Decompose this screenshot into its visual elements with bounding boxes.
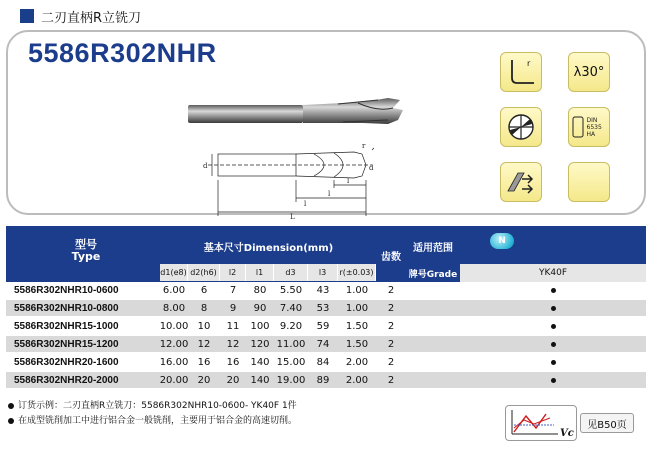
blank-icon — [568, 162, 610, 202]
cell-l3: 84 — [316, 357, 330, 368]
bullet-icon — [8, 403, 14, 409]
cell-teeth: 2 — [387, 339, 395, 350]
cell-d2: 20 — [197, 375, 211, 386]
material-n-badge: N — [490, 233, 514, 249]
cell-l2: 9 — [229, 303, 237, 314]
cell-d2: 6 — [200, 285, 208, 296]
table-row — [6, 282, 646, 299]
drawing-label: L — [290, 213, 295, 220]
type-cn-header: 型号 — [75, 238, 97, 251]
machining-direction-icon — [500, 162, 542, 202]
teeth-header: 齿数 — [381, 252, 401, 263]
cell-d1: 10.00 — [159, 321, 189, 332]
sub-header: l2 — [220, 264, 246, 281]
note-order-example — [8, 399, 297, 414]
helix-angle-label: λ30° — [573, 64, 605, 80]
cell-code: 5586R302NHR15-1000 — [14, 321, 119, 332]
cell-teeth: 2 — [387, 303, 395, 314]
cell-d1: 12.00 — [159, 339, 189, 350]
cell-grade — [460, 336, 646, 353]
type-en-header: Type — [71, 250, 101, 263]
available-dot — [551, 342, 556, 347]
cell-teeth: 2 — [387, 321, 395, 332]
cell-grade — [460, 282, 646, 299]
sub-header: l3 — [308, 264, 338, 281]
available-dot — [551, 288, 556, 293]
cell-d1: 16.00 — [159, 357, 189, 368]
available-dot — [551, 360, 556, 365]
cell-d3: 19.00 — [276, 375, 306, 386]
cell-r: 2.00 — [345, 357, 369, 368]
cell-l3: 43 — [316, 285, 330, 296]
grade-header: 牌号Grade — [406, 264, 460, 282]
cell-l3: 89 — [316, 375, 330, 386]
din-shank-icon — [568, 107, 610, 147]
corner-radius-label: r — [527, 59, 531, 68]
cell-l1: 80 — [253, 285, 267, 296]
cell-grade — [460, 318, 646, 335]
cell-d3: 7.40 — [279, 303, 303, 314]
drawing-label: l — [347, 177, 350, 185]
cell-d3: 11.00 — [276, 339, 306, 350]
drawing-label: d — [369, 164, 374, 172]
cell-teeth: 2 — [387, 285, 395, 296]
sub-header: r(±0.03) — [338, 264, 376, 281]
available-dot — [551, 324, 556, 329]
drawing-label: r — [362, 142, 366, 150]
cell-l2: 16 — [226, 357, 240, 368]
cell-l3: 74 — [316, 339, 330, 350]
range-header: 适用范围 — [413, 243, 453, 254]
grade-value: YK40F — [460, 264, 646, 282]
table-row — [6, 300, 646, 317]
cell-r: 1.50 — [345, 339, 369, 350]
see-page-button[interactable]: 见B50页 — [580, 413, 634, 433]
corner-radius-icon — [500, 52, 542, 92]
cell-teeth: 2 — [387, 375, 395, 386]
section-header — [20, 6, 141, 26]
sub-header: d3 — [274, 264, 308, 281]
sub-header: d2(h6) — [188, 264, 220, 281]
notes — [8, 399, 297, 429]
cell-grade — [460, 300, 646, 317]
technical-drawing — [194, 140, 374, 220]
cell-code: 5586R302NHR10-0800 — [14, 303, 119, 314]
table-row — [6, 318, 646, 335]
drawing-label: l — [304, 200, 307, 208]
dimension-header: 基本尺寸Dimension(mm) — [203, 243, 334, 254]
cell-d1: 8.00 — [162, 303, 186, 314]
cell-d2: 16 — [197, 357, 211, 368]
sub-header: d1(e8) — [160, 264, 188, 281]
tool-photo — [188, 90, 418, 140]
drawing-label: d — [203, 162, 208, 170]
cell-r: 1.50 — [345, 321, 369, 332]
cell-l2: 7 — [229, 285, 237, 296]
cell-d1: 6.00 — [162, 285, 186, 296]
cell-l2: 11 — [226, 321, 240, 332]
product-model: 5586R302NHR — [28, 38, 217, 68]
table-row — [6, 336, 646, 353]
two-flute-icon — [500, 107, 542, 147]
cell-d2: 10 — [197, 321, 211, 332]
cell-r: 1.00 — [345, 303, 369, 314]
header-square-icon — [20, 9, 34, 23]
cell-d3: 5.50 — [279, 285, 303, 296]
cell-l2: 20 — [226, 375, 240, 386]
cell-l1: 140 — [250, 375, 270, 386]
cell-l3: 59 — [316, 321, 330, 332]
cell-code: 5586R302NHR15-1200 — [14, 339, 119, 350]
vc-label: Vc — [560, 428, 574, 439]
cell-grade — [460, 372, 646, 389]
cell-code: 5586R302NHR20-1600 — [14, 357, 119, 368]
drawing-label: l — [328, 190, 331, 198]
available-dot — [551, 306, 556, 311]
cutting-speed-icon — [505, 405, 577, 441]
helix-angle-icon — [568, 52, 610, 92]
note-text: 订货示例：二刃直柄R立铣刀：5586R302NHR10-0600- YK40F 1件 — [18, 401, 297, 411]
section-title: 二刃直柄R立铣刀 — [41, 10, 142, 26]
cell-l3: 53 — [316, 303, 330, 314]
cell-d3: 9.20 — [279, 321, 303, 332]
sub-header: l1 — [246, 264, 274, 281]
din-shank-label: DIN 6535 HA — [586, 116, 602, 138]
cell-r: 2.00 — [345, 375, 369, 386]
cell-l1: 90 — [253, 303, 267, 314]
cell-grade — [460, 354, 646, 371]
cell-code: 5586R302NHR10-0600 — [14, 285, 119, 296]
table-row — [6, 354, 646, 371]
cell-d2: 12 — [197, 339, 211, 350]
bullet-icon — [8, 418, 14, 424]
note-text: 在成型铣削加工中进行铝合金一般铣削，主要用于铝合金的高速切削。 — [18, 416, 298, 426]
cell-teeth: 2 — [387, 357, 395, 368]
cell-code: 5586R302NHR20-2000 — [14, 375, 119, 386]
cell-l1: 100 — [250, 321, 270, 332]
note-application — [8, 414, 297, 429]
cell-l2: 12 — [226, 339, 240, 350]
product-panel — [6, 30, 646, 220]
available-dot — [551, 378, 556, 383]
table-header — [6, 226, 646, 282]
cell-l1: 140 — [250, 357, 270, 368]
cell-r: 1.00 — [345, 285, 369, 296]
cell-l1: 120 — [250, 339, 270, 350]
cell-d3: 15.00 — [276, 357, 306, 368]
table-row — [6, 372, 646, 389]
cell-d1: 20.00 — [159, 375, 189, 386]
cell-d2: 8 — [200, 303, 208, 314]
